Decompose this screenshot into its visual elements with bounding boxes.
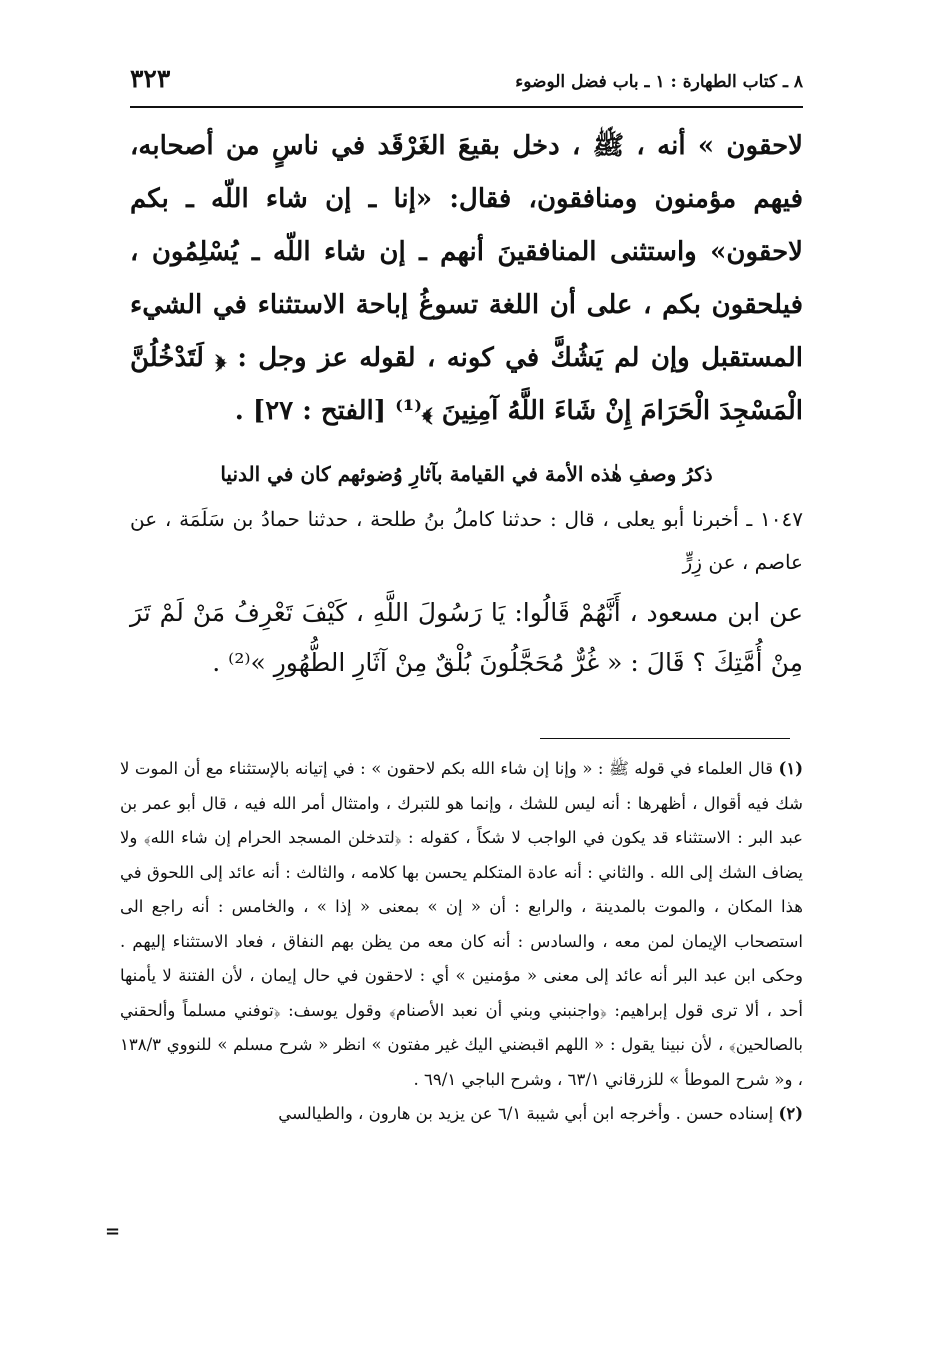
page-header (130, 64, 803, 108)
footnote-text: قال العلماء في قوله ﷺ : « وإنا إن شاء الله بكم لاحقون » : في إتيانه بالإستثناء مع أن الموت لا شك فيه أقوال ، أظهرها : أنه ليس للشك ، وإنما هو للتبرك ، وامتثال أمر الله فيه ، قال أبو عمر بن عبد البر : الاستثناء قد يكون في الواجب لا شكاً ، كقوله : ﴿لتدخلن المسجد الحرام إن شاء الله﴾ ولا يضاف الشك إلى الله . والثاني : أنه عادة المتكلم يحسن بها كلامه ، والثالث : أنه عائد إلى اللحوق في هذا المكان ، والموت بالمدينة ، والرابع : أن « إن » بمعنى « إذا » ، والخامس : أنه راجع الى استصحاب الإيمان لمن معه ، والسادس : أنه كان معه من يظن بهم النفاق ، فعاد الاستثناء إليهم . وحكى ابن عبد البر أنه عائد إلى معنى « مؤمنين » أي : لاحقون في حال إيمان ، لأن الفتنة لا يأمنها أحد ، ألا ترى قول إبراهيم: ﴿واجنبني وبني أن نعبد الأصنام﴾ وقول يوسف: ﴿توفني مسلماً وألحقني بالصالحين﴾ ، لأن نبينا يقول : « اللهم اقبضني اليك غير مفتون » انظر « شرح مسلم » للنووي ١٣٨/٣ ، و« شرح الموطأ » للزرقاني ٦٣/١ ، وشرح الباجي ٦٩/١ . (120, 759, 803, 1089)
section-heading: ذكرُ وصفِ هٰذه الأمة في القيامة بآثارِ وُضوئهم كان في الدنيا (220, 462, 713, 486)
footnote-text: إسناده حسن . وأخرجه ابن أبي شيبة ٦/١ عن يزيد بن هارون ، والطيالسي (278, 1104, 774, 1123)
continuation-mark: = (105, 1221, 121, 1242)
page-number: ٣٢٣ (130, 64, 171, 93)
verse-reference: ⁽¹⁾ [الفتح : ٢٧] . (234, 396, 423, 426)
footnotes (120, 752, 803, 1132)
hadith-matn: عن ابن مسعود ، أَنَّهُمْ قَالُوا: يَا رَسُولَ اللَّهِ ، كَيْفَ تَعْرِفُ مَنْ لَمْ تَرَ مِنْ أُمَّتِكَ ؟ قَالَ : « غُرٌّ مُحَجَّلُونَ بُلْقٌ مِنْ آثَارِ الطُّهُورِ »⁽²⁾ . (130, 598, 803, 677)
hadith-isnad: ١٠٤٧ ـ أخبرنا أبو يعلى ، قال : حدثنا كاملُ بنُ طلحة ، حدثنا حمادُ بن سَلَمَة ، عن عاصم ، عن زِرٍّ (130, 507, 803, 574)
running-head: ٨ ـ كتاب الطهارة : ١ ـ باب فضل الوضوء (515, 72, 803, 92)
commentary-text: لاحقون » أنه ، ﷺ ، دخل بقيعَ الغَرْقَد في ناسٍ من أصحابه، فيهم مؤمنون ومنافقون، فقال: «إنا ـ إن شاء اللّه ـ بكم لاحقون» واستثنى المنافقينَ أنهم ـ إن شاء اللّه ـ يُسْلِمُون ، فيلحقون بكم ، على أن اللغة تسوغُ إباحة الاستثناء في الشيء المستقبل وإن لم يَشُكَّ في كونه ، لقوله عز وجل : (130, 131, 803, 373)
main-text (130, 120, 803, 688)
footnote-number: (١) (778, 759, 803, 778)
footnote-separator (540, 738, 790, 739)
main-paragraph (130, 120, 803, 438)
footnote-1 (120, 752, 803, 1097)
footnote-number: (٢) (778, 1104, 803, 1123)
quran-verse: ﴿ لَتَدْخُلُنَّ الْمَسْجِدَ الْحَرَامَ إِنْ شَاءَ اللَّهُ آمِنِينَ ﴾ (130, 343, 803, 426)
footnote-2 (120, 1097, 803, 1132)
